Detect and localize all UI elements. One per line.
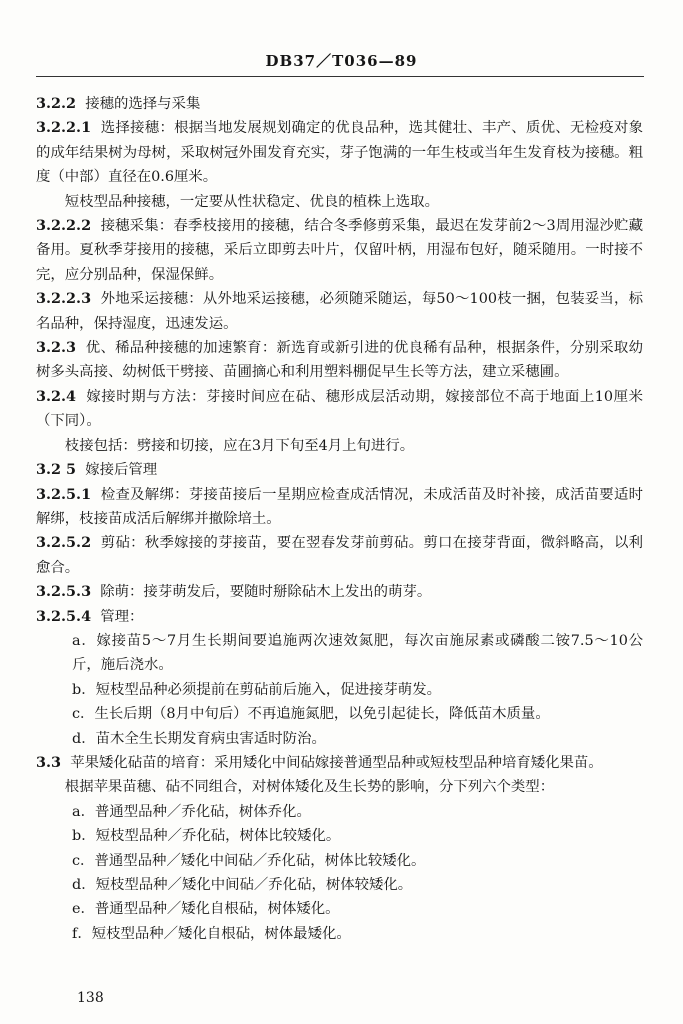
section-number: 3.2.5.3: [36, 583, 92, 601]
paragraph-text: 检查及解绑：芽接苗接后一星期应检查成活情况，未成活苗及时补接，成活苗要适时解绑，枝接苗成活后解绑并撤除培土。: [36, 486, 643, 527]
paragraph: [36, 751, 643, 775]
list-item: b．短枝型品种必须提前在剪砧前后施入，促进接芽萌发。: [72, 681, 441, 698]
section-number: 3.2.4: [36, 387, 77, 405]
list-item: b．短枝型品种／乔化砧，树体比较矮化。: [72, 828, 341, 845]
paragraph: [36, 458, 643, 482]
section-number: 3.2.2: [36, 95, 77, 112]
list-item: a．嫁接苗5～7月生长期间要追施两次速效氮肥，每次亩施尿素或磷酸二铵7.5～10公斤，施后浇水。: [72, 632, 643, 674]
page-number: 138: [77, 990, 104, 1006]
paragraph: [36, 92, 643, 116]
section-number: 3.2.5.1: [36, 485, 92, 503]
paragraph-text: 优、稀品种接穗的加速繁育：新选育或新引进的优良稀有品种，根据条件，分别采取幼树多头高接、幼树低干劈接、苗圃摘心和利用塑料棚促早生长等方法，建立采穗圃。: [36, 340, 643, 381]
paragraph-text: 嫁接时期与方法：芽接时间应在砧、穗形成层活动期，嫁接部位不高于地面上10厘米（下同）。: [36, 388, 643, 430]
paragraph: [36, 605, 643, 629]
section-number: 3.3: [36, 753, 62, 771]
paragraph: 短枝型品种接穗，一定要从性状稳定、优良的植株上选取。: [64, 193, 439, 210]
list-item: d．短枝型品种／矮化中间砧／乔化砧，树体较矮化。: [72, 877, 413, 893]
list-item: c．生长后期（8月中旬后）不再追施氮肥，以免引起徒长，降低苗木质量。: [72, 706, 550, 723]
document-body: [36, 92, 643, 946]
section-number: 3.2.5.2: [36, 534, 92, 552]
paragraph: [36, 385, 643, 434]
section-title: 接穗的选择与采集: [85, 96, 201, 112]
paragraph-text: 外地采运接穗：从外地采运接穗，必须随采随运，每50～100枝一捆，包装妥当，标名品种，保持湿度，迅速发运。: [36, 291, 643, 332]
paragraph-text: 剪砧：秋季嫁接的芽接苗，要在翌春发芽前剪砧。剪口在接芽背面，微斜略高，以利愈合。: [36, 535, 643, 576]
section-title: 嫁接后管理: [85, 462, 158, 479]
paragraph: [36, 214, 643, 287]
section-number: 3.2.2.2: [36, 217, 92, 235]
paragraph: [36, 336, 643, 385]
paragraph-text: 接穗采集：春季枝接用的接穗，结合冬季修剪采集，最迟在发芽前2～3周用湿沙贮藏备用。夏秋季芽接用的接穗，采后立即剪去叶片，仅留叶柄，用湿布包好，随采随用。一时接不完，应分别品种，保湿保鲜。: [36, 218, 643, 283]
paragraph-text: 除萌：接芽萌发后，要随时掰除砧木上发出的萌芽。: [100, 584, 432, 601]
section-number: 3.2.5.4: [36, 607, 92, 625]
list-item: d．苗木全生长期发育病虫害适时防治。: [72, 730, 326, 747]
paragraph-text: 苹果矮化砧苗的培育：采用矮化中间砧嫁接普通型品种或短枝型品种培育矮化果苗。: [70, 754, 603, 771]
section-number: 3.2.3: [36, 339, 77, 357]
paragraph: 枝接包括：劈接和切接，应在3月下旬至4月上旬进行。: [64, 437, 415, 454]
header-rule: [36, 76, 644, 77]
list-item: a．普通型品种／乔化砧，树体乔化。: [72, 803, 311, 820]
section-number: 3.2.2.1: [36, 119, 92, 137]
paragraph: 根据苹果苗穗、砧不同组合，对树体矮化及生长势的影响，分下列六个类型：: [64, 779, 555, 796]
section-title: 管理：: [100, 608, 144, 625]
list-item: f．短枝型品种／矮化自根砧，树体最矮化。: [72, 925, 351, 942]
paragraph: [36, 287, 643, 336]
list-item: c．普通型品种／矮化中间砧／乔化砧，树体比较矮化。: [72, 852, 426, 869]
page-header: DB37／T036—89: [265, 52, 418, 70]
paragraph: [36, 116, 643, 189]
section-number: 3.2 5: [36, 461, 77, 479]
paragraph: [36, 483, 643, 532]
list-item: e．普通型品种／矮化自根砧，树体矮化。: [72, 901, 340, 918]
paragraph: [36, 531, 643, 580]
paragraph: [36, 580, 643, 604]
paragraph-text: 选择接穗：根据当地发展规划确定的优良品种，选其健壮、丰产、质优、无检疫对象的成年结果树为母树，采取树冠外围发育充实，芽子饱满的一年生枝或当年生发育枝为接穗。粗度（中部）直径在0.6厘米。: [36, 120, 643, 186]
section-number: 3.2.2.3: [36, 290, 92, 308]
